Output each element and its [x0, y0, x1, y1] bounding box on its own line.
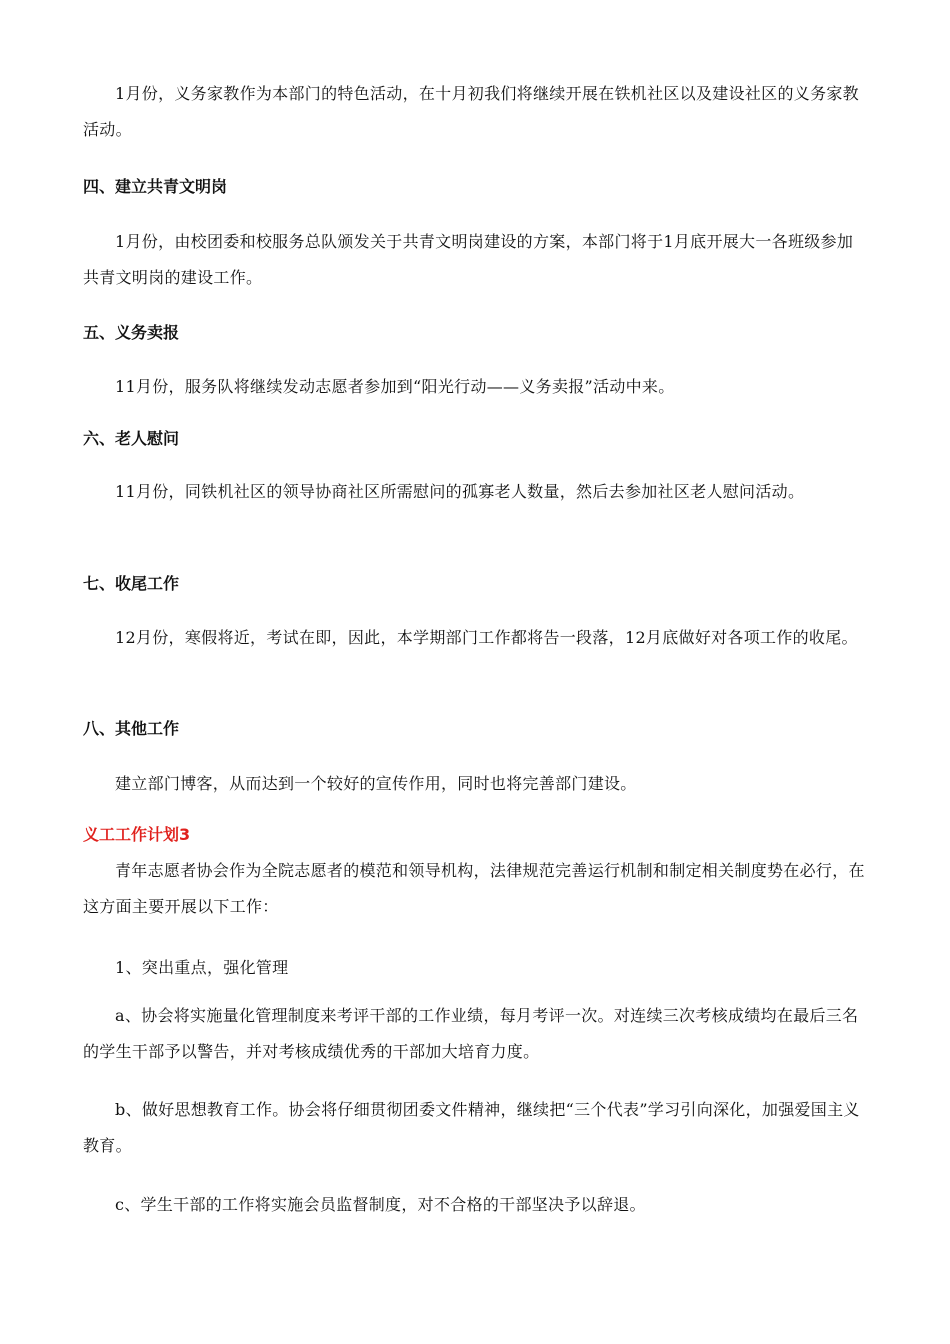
- paragraph-item-1: 1、突出重点，强化管理: [115, 958, 289, 977]
- paragraph-family-tutoring: 1月份，义务家教作为本部门的特色活动，在十月初我们将继续开展在铁机社区以及建设社区的义务家教活动。: [83, 84, 859, 139]
- paragraph-other-work: 建立部门博客，从而达到一个较好的宣传作用，同时也将完善部门建设。: [115, 774, 637, 793]
- heading-elderly-visit: 六、老人慰问: [83, 429, 180, 448]
- paragraph-civilized-post: 1月份，由校团委和校服务总队颁发关于共青文明岗建设的方案，本部门将于1月底开展大一各班级参加共青文明岗的建设工作。: [83, 232, 854, 287]
- paragraph-wrap-up-work: 12月份，寒假将近，考试在即，因此，本学期部门工作都将告一段落，12月底做好对各项工作的收尾。: [115, 628, 858, 647]
- paragraph-association-intro: 青年志愿者协会作为全院志愿者的模范和领导机构，法律规范完善运行机制和制定相关制度势在必行，在这方面主要开展以下工作：: [83, 861, 865, 916]
- heading-newspaper-selling: 五、义务卖报: [83, 323, 180, 342]
- heading-civilized-post: 四、建立共青文明岗: [83, 177, 228, 196]
- paragraph-elderly-visit: 11月份，同铁机社区的领导协商社区所需慰问的孤寡老人数量，然后去参加社区老人慰问活动。: [115, 482, 805, 501]
- paragraph-item-a: a、协会将实施量化管理制度来考评干部的工作业绩，每月考评一次。对连续三次考核成绩均在最后三名的学生干部予以警告，并对考核成绩优秀的干部加大培育力度。: [83, 1006, 859, 1061]
- heading-other-work: 八、其他工作: [83, 719, 180, 738]
- document-title-plan-3: 义工工作计划3: [83, 825, 191, 844]
- paragraph-item-c: c、学生干部的工作将实施会员监督制度，对不合格的干部坚决予以辞退。: [115, 1195, 646, 1214]
- paragraph-item-b: b、做好思想教育工作。协会将仔细贯彻团委文件精神，继续把“三个代表”学习引向深化，加强爱国主义教育。: [83, 1100, 860, 1155]
- heading-wrap-up-work: 七、收尾工作: [83, 574, 180, 593]
- paragraph-newspaper-selling: 11月份，服务队将继续发动志愿者参加到“阳光行动——义务卖报”活动中来。: [115, 377, 675, 396]
